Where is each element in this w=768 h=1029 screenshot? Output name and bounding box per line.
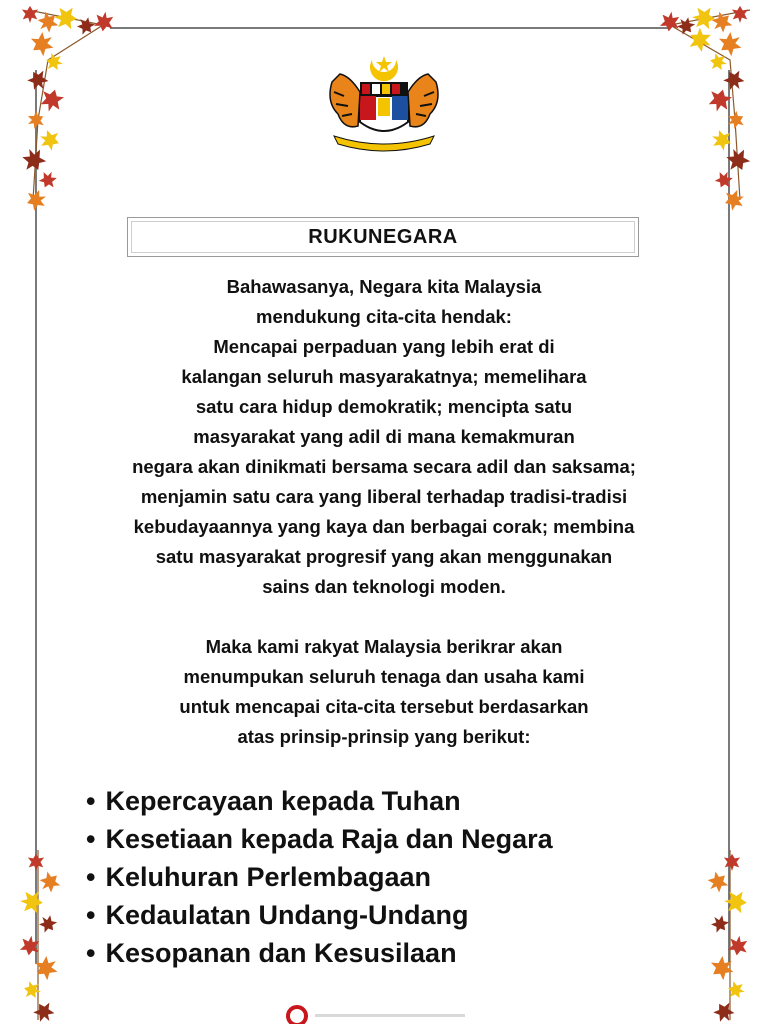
principle-item: • Keluhuran Perlembagaan (86, 858, 553, 896)
preamble-paragraph (60, 272, 708, 602)
text-line: sains dan teknologi moden. (262, 576, 506, 597)
text-line: kebudayaannya yang kaya dan berbagai corak; membina (133, 516, 635, 537)
principle-item: • Kepercayaan kepada Tuhan (86, 782, 553, 820)
partial-logo-icon (285, 1002, 485, 1024)
text-line: Maka kami rakyat Malaysia berikrar akan (205, 636, 563, 657)
principle-item: • Kedaulatan Undang-Undang (86, 896, 553, 934)
malaysia-coat-of-arms-icon (320, 52, 448, 152)
autumn-leaves-icon (8, 850, 68, 1024)
text-line: Mencapai perpaduan yang lebih erat di (213, 336, 555, 357)
document-title: RUKUNEGARA (127, 217, 639, 257)
text-line: atas prinsip-prinsip yang berikut: (237, 726, 531, 747)
text-line: negara akan dinikmati bersama secara adil dan saksama; (132, 456, 636, 477)
text-line: satu masyarakat progresif yang akan menggunakan (155, 546, 613, 567)
frame-top-border (110, 27, 668, 29)
text-line: untuk mencapai cita-cita tersebut berdasarkan (179, 696, 589, 717)
text-line: mendukung cita-cita hendak: (256, 306, 512, 327)
autumn-leaves-icon (8, 0, 118, 230)
text-line: masyarakat yang adil di mana kemakmuran (193, 426, 575, 447)
text-line: kalangan seluruh masyarakatnya; memelihara (181, 366, 587, 387)
pledge-paragraph (60, 632, 708, 752)
text-line: Bahawasanya, Negara kita Malaysia (226, 276, 542, 297)
text-line: satu cara hidup demokratik; mencipta satu (195, 396, 573, 417)
principles-list (86, 782, 553, 972)
principle-item: • Kesetiaan kepada Raja dan Negara (86, 820, 553, 858)
text-line: menumpukan seluruh tenaga dan usaha kami (183, 666, 585, 687)
text-line: menjamin satu cara yang liberal terhadap tradisi-tradisi (140, 486, 628, 507)
principle-item: • Kesopanan dan Kesusilaan (86, 934, 553, 972)
autumn-leaves-icon (700, 850, 760, 1024)
autumn-leaves-icon (630, 0, 760, 230)
